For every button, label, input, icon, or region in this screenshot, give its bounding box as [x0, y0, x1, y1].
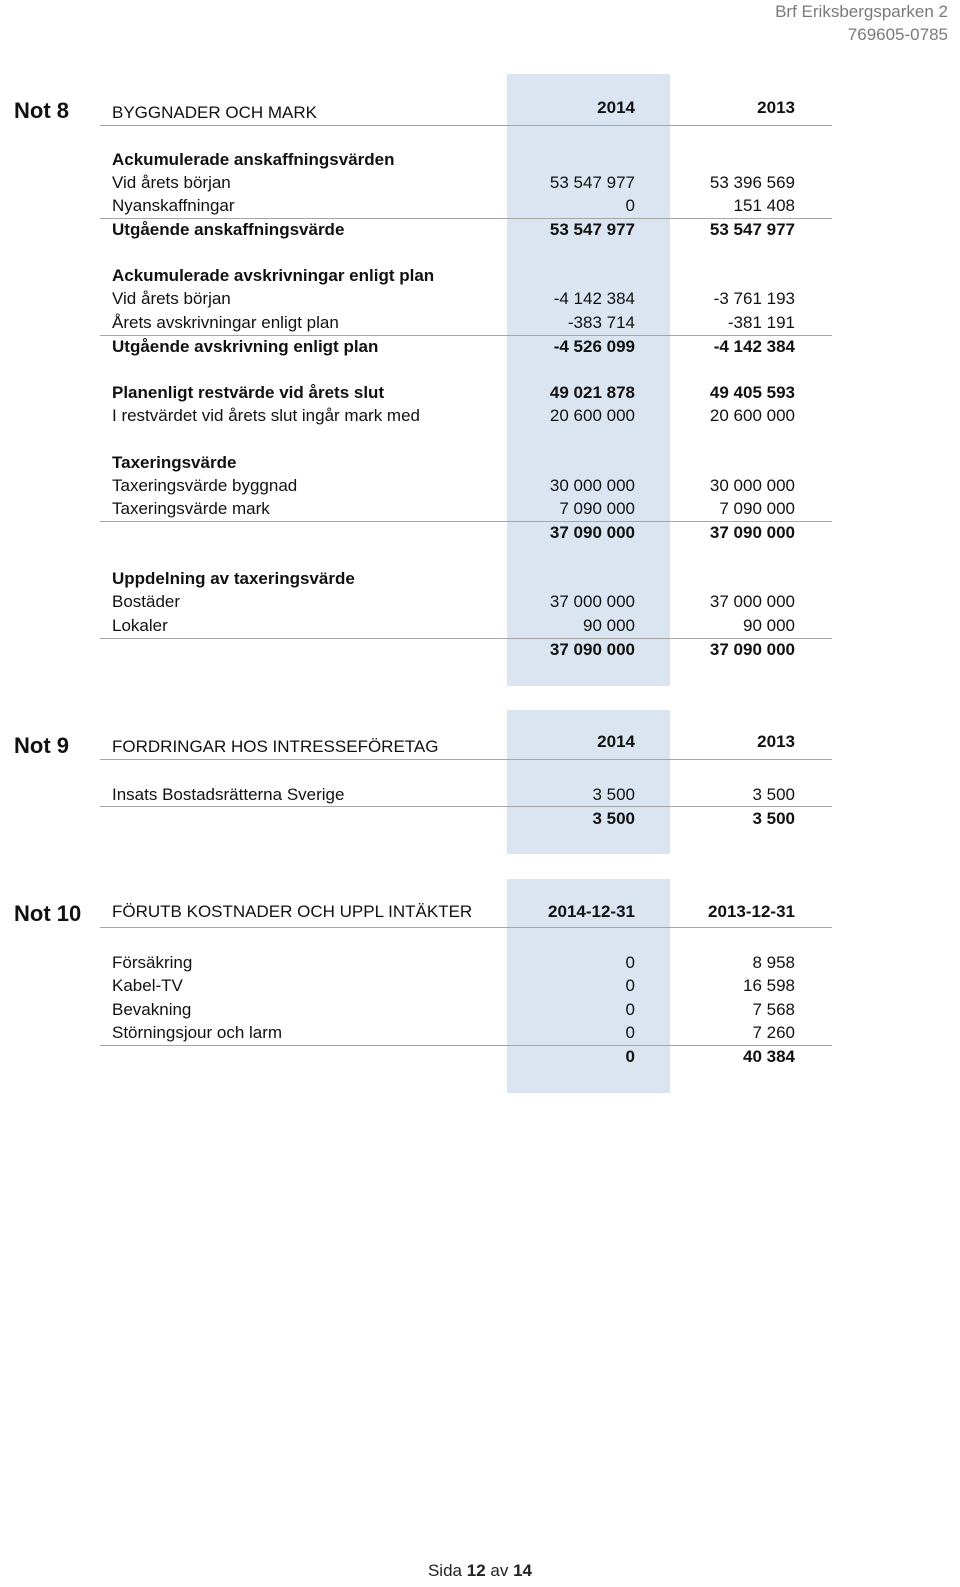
total-value-2013: 49 405 593 [709, 383, 795, 402]
subtotal-value-2014: 37 090 000 [549, 640, 635, 659]
row-value-2013: 8 958 [752, 953, 795, 972]
row-value-2013: 20 600 000 [709, 406, 795, 425]
row-label: Vid årets början [112, 289, 231, 308]
row-value-2013: 7 568 [752, 1000, 795, 1019]
row-label: Årets avskrivningar enligt plan [112, 313, 339, 332]
subtotal-value-2014: -4 526 099 [553, 337, 635, 356]
row-value-2014: 0 [625, 976, 635, 995]
note-10-col-2014-12-31: 2014-12-31 [548, 902, 635, 921]
group-heading: Ackumulerade avskrivningar enligt plan [112, 266, 435, 285]
footer-middle: av [490, 1561, 509, 1580]
note-8-col-2014: 2014 [597, 98, 635, 117]
total-value-2013: 3 500 [752, 809, 795, 828]
note-9-label: Not 9 [14, 733, 69, 758]
row-value-2013: 3 500 [752, 785, 795, 804]
row-label: Bevakning [112, 1000, 192, 1019]
total-value-2013: 40 384 [743, 1047, 795, 1066]
group-heading: Ackumulerade anskaffningsvärden [112, 150, 395, 169]
row-value-2014: 7 090 000 [559, 499, 635, 518]
row-value-2014: 0 [625, 1023, 635, 1042]
row-value-2013: 151 408 [733, 196, 795, 215]
row-value-2013: 37 000 000 [709, 592, 795, 611]
row-label: Försäkring [112, 953, 193, 972]
row-value-2013: 16 598 [743, 976, 795, 995]
subtotal-value-2014: 37 090 000 [549, 523, 635, 542]
organization-name: Brf Eriksbergsparken 2 [775, 2, 948, 21]
total-value-2014: 3 500 [592, 809, 635, 828]
row-value-2013: -3 761 193 [713, 289, 795, 308]
row-value-2013: 53 396 569 [709, 173, 795, 192]
total-value-2014: 0 [625, 1047, 635, 1066]
row-value-2014: 3 500 [592, 785, 635, 804]
row-value-2013: 30 000 000 [709, 476, 795, 495]
note-8-col-2013: 2013 [757, 98, 795, 117]
note-10-col-2013-12-31: 2013-12-31 [708, 902, 795, 921]
row-value-2014: -383 714 [567, 313, 635, 332]
divider [100, 806, 832, 807]
group-heading: Taxeringsvärde [112, 453, 237, 472]
row-value-2014: 30 000 000 [549, 476, 635, 495]
row-label: Bostäder [112, 592, 181, 611]
row-value-2014: 0 [625, 953, 635, 972]
subtotal-value-2013: 53 547 977 [709, 220, 795, 239]
page-footer [0, 1561, 960, 1581]
total-label: Planenligt restvärde vid årets slut [112, 383, 385, 402]
row-value-2013: -381 191 [727, 313, 795, 332]
page-number: 12 [466, 1561, 486, 1580]
subtotal-value-2013: 37 090 000 [709, 523, 795, 542]
row-value-2013: 7 090 000 [719, 499, 795, 518]
page-header [775, 0, 948, 46]
note-8-label: Not 8 [14, 98, 69, 123]
note-8-title: BYGGNADER OCH MARK [112, 103, 317, 122]
row-value-2014: 37 000 000 [549, 592, 635, 611]
note-9-col-2013: 2013 [757, 732, 795, 751]
row-label: Nyanskaffningar [112, 196, 235, 215]
row-value-2014: 0 [625, 196, 635, 215]
row-value-2014: 20 600 000 [549, 406, 635, 425]
row-value-2014: 0 [625, 1000, 635, 1019]
group-heading: Uppdelning av taxeringsvärde [112, 569, 355, 588]
subtotal-label: Utgående avskrivning enligt plan [112, 337, 379, 356]
row-label: Taxeringsvärde mark [112, 499, 270, 518]
divider [100, 1045, 832, 1046]
row-label: Störningsjour och larm [112, 1023, 283, 1042]
divider [100, 125, 832, 126]
row-value-2013: 7 260 [752, 1023, 795, 1042]
row-label: Kabel-TV [112, 976, 183, 995]
divider [100, 759, 832, 760]
row-value-2013: 90 000 [743, 616, 795, 635]
row-value-2014: 53 547 977 [549, 173, 635, 192]
page-total: 14 [513, 1561, 533, 1580]
organization-number: 769605-0785 [847, 25, 948, 44]
row-label: Lokaler [112, 616, 168, 635]
subtotal-label: Utgående anskaffningsvärde [112, 220, 345, 239]
row-label: I restvärdet vid årets slut ingår mark med [112, 406, 421, 425]
subtotal-value-2013: -4 142 384 [713, 337, 795, 356]
note-10-title: FÖRUTB KOSTNADER OCH UPPL INTÄKTER [112, 902, 473, 921]
row-label: Taxeringsvärde byggnad [112, 476, 298, 495]
note-9-col-2014: 2014 [597, 732, 635, 751]
divider [100, 927, 832, 928]
subtotal-value-2014: 53 547 977 [549, 220, 635, 239]
row-label: Insats Bostadsrätterna Sverige [112, 785, 345, 804]
note-9-title: FORDRINGAR HOS INTRESSEFÖRETAG [112, 737, 439, 756]
subtotal-value-2013: 37 090 000 [709, 640, 795, 659]
row-value-2014: 90 000 [583, 616, 635, 635]
total-value-2014: 49 021 878 [549, 383, 635, 402]
row-value-2014: -4 142 384 [553, 289, 635, 308]
footer-prefix: Sida [427, 1561, 462, 1580]
note9-current-year-column-shade [507, 710, 670, 854]
row-label: Vid årets början [112, 173, 231, 192]
note-10-label: Not 10 [14, 901, 82, 926]
